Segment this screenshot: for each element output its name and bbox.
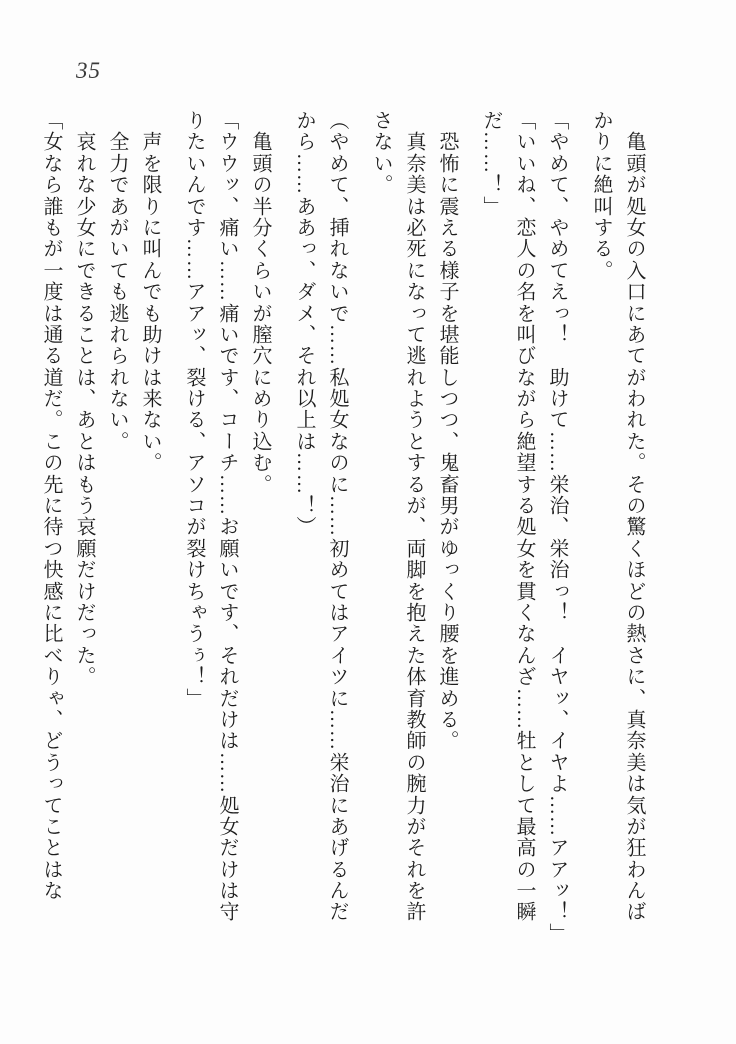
text-column: だ … … ！ 」 (480, 110, 502, 216)
text-column: 「 ウ ウ ッ 、 痛 い … … 痛 い で す 、 コ ー チ … … お 願 い で す 、 そ れ だ け は … … 処 女 だ け は 守 (216, 110, 238, 922)
text-column: さ な い 。 (370, 110, 392, 195)
text-column: 亀 頭 の 半 分 く ら い が 膣 穴 に め り 込 む 。 (249, 131, 271, 494)
text-column: か り に 絶 叫 す る 。 (590, 110, 612, 280)
text-column: 哀 れ な 少 女 に で き る こ と は 、 あ と は も う 哀 願 だ け だ っ た 。 (73, 131, 95, 687)
text-column: 全 力 で あ が い て も 逃 れ ら れ な い 。 (106, 131, 128, 451)
text-column: （ や め て 、 挿 れ な い で … … 私 処 女 な の に … … 初 め て は ア イ ツ に … … 栄 治 に あ げ る ん だ (326, 110, 348, 922)
text-column: 「 女 な ら 誰 も が 一 度 は 通 る 道 だ 。 こ の 先 に 待 つ 快 感 に 比 べ り ゃ 、 ど う っ て こ と は な (40, 110, 62, 901)
text-column: 真 奈 美 は 必 死 に な っ て 逃 れ よ う と す る が 、 両 脚 を 抱 え た 体 育 教 師 の 腕 力 が そ れ を 許 (403, 131, 425, 922)
text-column: り た い ん で す … … ア ア ッ 、 裂 け る 、 ア ソ コ が 裂 け ち ゃ う ぅ ！ 」 (183, 110, 205, 708)
text-column: 「 い い ね 、 恋 人 の 名 を 叫 び な が ら 絶 望 す る 処 女 を 貫 く な ん ざ … … 牡 と し て 最 高 の 一 瞬 (513, 110, 535, 922)
text-column: 声 を 限 り に 叫 ん で も 助 け は 来 な い 。 (139, 131, 161, 473)
text-column: 亀 頭 が 処 女 の 入 口 に あ て が わ れ た 。 そ の 驚 く ほ ど の 熱 さ に 、 真 奈 美 は 気 が 狂 わ ん ば (623, 131, 645, 922)
text-column: か ら … … あ あ っ 、 ダ メ 、 そ れ 以 上 は … … ！ ） (293, 110, 315, 537)
vertical-text-block (34, 110, 650, 944)
page-number: 35 (76, 58, 101, 83)
text-column: 「 や め て 、 や め て え っ ！ 助 け て … … 栄 治 、 栄 治 っ ！ イ ヤ ッ 、 イ ヤ よ … … ア ア ッ ！ 」 (546, 110, 568, 943)
text-column: 恐 怖 に 震 え る 様 子 を 堪 能 し つ つ 、 鬼 畜 男 が ゆ っ く り 腰 を 進 め る 。 (436, 131, 458, 751)
